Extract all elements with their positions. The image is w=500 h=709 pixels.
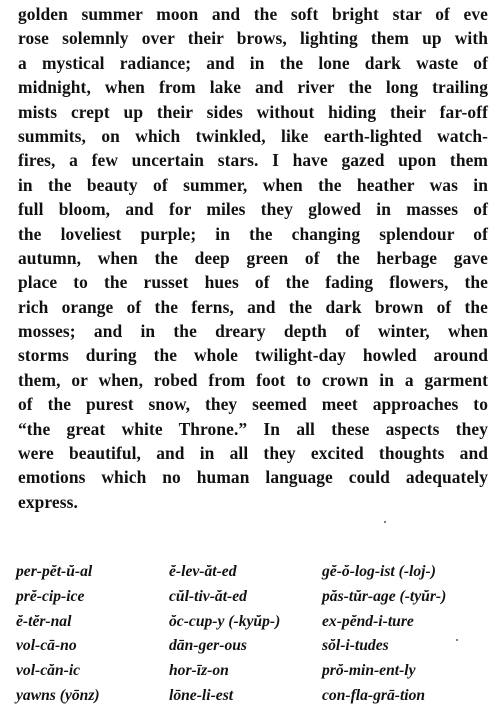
text-line: golden summer moon and the soft bright star of eve [18, 4, 488, 24]
text-line: of the purest snow, they seemed meet approaches to [18, 394, 488, 415]
text-line: rose solemnly over their brows, lighting them up with [18, 28, 488, 49]
text-line-final: express. [18, 491, 78, 512]
print-speck [384, 521, 386, 523]
vocabulary-row [16, 585, 486, 610]
vocabulary-row [16, 684, 486, 709]
text-line: full bloom, and for miles they glowed in masses of [18, 199, 488, 220]
vocab-word: ex-pĕnd-i-ture [322, 612, 414, 630]
print-speck [456, 639, 458, 641]
vocab-word: per-pĕt-ŭ-al [16, 563, 93, 580]
vocab-word: yawns (yōnz) [16, 686, 100, 704]
vocab-word: lōne-li-est [169, 686, 234, 704]
text-line: fires, a few uncertain stars. I have gazed upon them [18, 150, 488, 171]
vocab-word: cŭl-tiv-ăt-ed [169, 587, 247, 605]
text-line: place to the russet hues of the fading flowers, the [18, 272, 488, 293]
text-line: autumn, when the deep green of the herbage gave [18, 247, 488, 268]
text-line: were beautiful, and in all they excited thoughts and [18, 443, 488, 464]
text-line: them, or when, robed from foot to crown in a garment [18, 369, 488, 390]
text-line: the loveliest purple; in the changing splendour of [18, 223, 488, 244]
vocabulary-row [16, 560, 486, 585]
prose-passage [18, 2, 488, 514]
vocab-word: prĕ-cip-ice [16, 587, 85, 605]
vocabulary-row [16, 634, 486, 659]
text-line: a mystical radiance; and in the lone dark waste of [18, 52, 488, 73]
text-line: midnight, when from lake and river the long trailing [18, 77, 488, 98]
text-line: summits, on which twinkled, like earth-lighted watch- [18, 125, 488, 146]
vocab-word: prŏ-min-ent-ly [322, 662, 416, 680]
vocabulary-list [16, 560, 486, 709]
vocabulary-row [16, 659, 486, 684]
vocab-word: con-fla-grā-tion [322, 686, 426, 704]
vocab-word: vol-cā-no [16, 637, 77, 655]
text-line: emotions which no human language could adequately [18, 467, 488, 488]
vocab-word: hor-īz-on [169, 662, 229, 680]
text-line: mists crept up their sides without hiding their far-off [18, 101, 488, 122]
vocab-word: sŏl-i-tudes [322, 637, 389, 655]
text-line: storms during the whole twilight-day howled around [18, 345, 488, 366]
text-line: mosses; and in the dreary depth of winter, when [18, 321, 488, 342]
vocab-word: gĕ-ŏ-log-ist (-loj-) [322, 563, 436, 580]
text-line: in the beauty of summer, when the heather was in [18, 174, 488, 195]
text-line: “the great white Throne.” In all these aspects they [18, 418, 488, 439]
vocab-word: ŏc-cup-y (-kyŭp-) [169, 612, 281, 630]
vocab-word: ĕ-lev-ăt-ed [169, 563, 237, 580]
vocab-word: dān-ger-ous [169, 637, 247, 655]
vocab-word: ĕ-tĕr-nal [16, 612, 72, 630]
text-line: rich orange of the ferns, and the dark brown of the [18, 296, 488, 317]
vocabulary-row [16, 610, 486, 635]
vocab-word: vol-căn-ic [16, 662, 81, 680]
vocab-word: păs-tŭr-age (-tyŭr-) [322, 587, 447, 605]
